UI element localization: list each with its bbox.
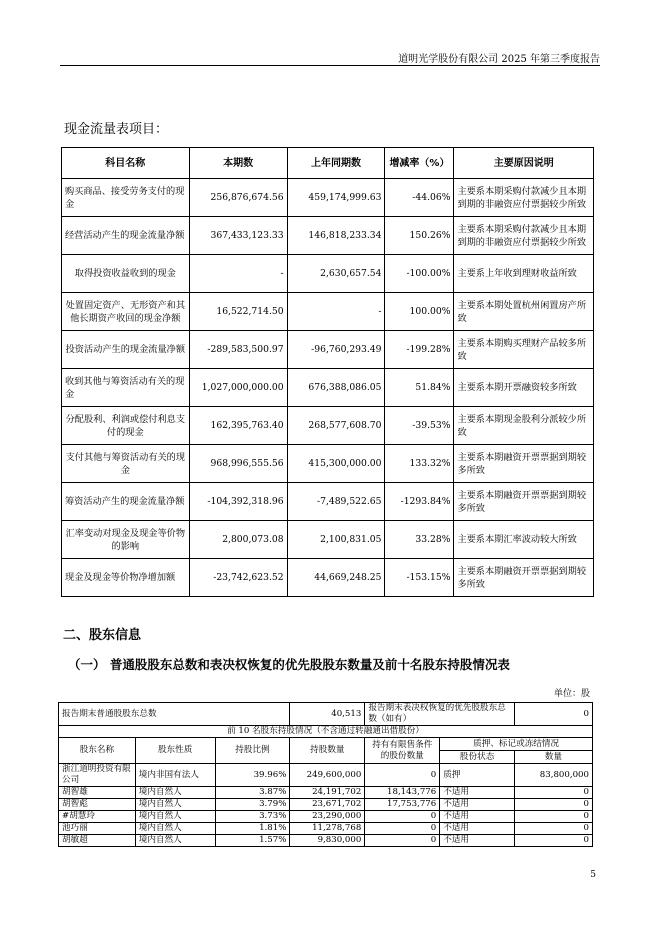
shareholder-quantity: 23,290,000 — [290, 811, 365, 823]
cash-flow-previous-value: 459,174,999.63 — [287, 179, 385, 217]
page-number: 5 — [590, 870, 596, 880]
shareholder-pledge-amount: 0 — [515, 799, 593, 811]
cash-flow-previous-value: 44,669,248.25 — [287, 559, 385, 597]
report-header-title: 道明光学股份有限公司 2025 年第三季度报告 — [398, 54, 600, 65]
cash-flow-previous-value: 2,630,657.54 — [287, 255, 385, 293]
shareholder-header-row-1 — [59, 738, 593, 751]
cash-flow-item-name: 投资活动产生的现金流量净额 — [62, 331, 190, 369]
cash-flow-change-rate: -44.06% — [385, 179, 454, 217]
cash-flow-current-value: -289,583,500.97 — [189, 331, 287, 369]
shareholder-pledge-amount: 0 — [515, 835, 593, 847]
shareholder-ratio: 1.57% — [215, 835, 290, 847]
cash-flow-change-rate: -100.00% — [385, 255, 454, 293]
cash-flow-previous-value: 415,300,000.00 — [287, 445, 385, 483]
cash-flow-row — [62, 179, 594, 217]
cash-flow-reason: 主要系上年收到理财收益所致 — [454, 255, 594, 293]
cash-flow-row — [62, 521, 594, 559]
shareholder-quantity: 9,830,000 — [290, 835, 365, 847]
col-share-status: 股份状态 — [440, 751, 515, 764]
cash-flow-previous-value: 146,818,233.34 — [287, 217, 385, 255]
shareholder-pledge-amount: 0 — [515, 823, 593, 835]
cash-flow-previous-value: -96,760,293.49 — [287, 331, 385, 369]
cash-flow-previous-value: - — [287, 293, 385, 331]
cash-flow-reason: 主要系本期融资开票票据到期较多所致 — [454, 483, 594, 521]
cash-flow-reason: 主要系本期购买理财产品较多所致 — [454, 331, 594, 369]
cash-flow-reason: 主要系本期处置杭州闲置房产所致 — [454, 293, 594, 331]
col-header-current: 本期数 — [189, 148, 287, 179]
cash-flow-change-rate: 100.00% — [385, 293, 454, 331]
shareholder-status: 不适用 — [440, 835, 515, 847]
shareholder-nature: 境内自然人 — [135, 787, 215, 799]
cash-flow-item-name: 现金及现金等价物净增加额 — [62, 559, 190, 597]
cash-flow-change-rate: 150.26% — [385, 217, 454, 255]
col-pledge-group: 质押、标记或冻结情况 — [440, 738, 593, 751]
cash-flow-change-rate: -39.53% — [385, 407, 454, 445]
col-header-reason: 主要原因说明 — [454, 148, 594, 179]
shareholder-name: 池巧丽 — [59, 823, 136, 835]
col-shareholder-name: 股东名称 — [59, 738, 136, 764]
cash-flow-row — [62, 559, 594, 597]
cash-flow-header-row — [62, 148, 594, 179]
cash-flow-change-rate: -1293.84% — [385, 483, 454, 521]
shareholder-pledge-amount: 0 — [515, 811, 593, 823]
preferred-shareholders-value: 0 — [515, 703, 593, 726]
cash-flow-reason: 主要系本期汇率波动较大所致 — [454, 521, 594, 559]
total-shareholders-value: 40,513 — [290, 703, 365, 726]
cash-flow-row — [62, 293, 594, 331]
shareholder-nature: 境内自然人 — [135, 811, 215, 823]
shareholder-restricted: 0 — [365, 835, 440, 847]
shareholder-pledge-amount: 83,800,000 — [515, 764, 593, 787]
header-divider — [60, 65, 600, 66]
col-header-item: 科目名称 — [62, 148, 190, 179]
cash-flow-change-rate: -153.15% — [385, 559, 454, 597]
cash-flow-reason: 主要系本期采购付款减少且本期到期的非融资应付票据较少所致 — [454, 179, 594, 217]
shareholder-name: 浙江道明投资有限公司 — [59, 764, 136, 787]
cash-flow-item-name: 购买商品、接受劳务支付的现金 — [62, 179, 190, 217]
col-shareholder-nature: 股东性质 — [135, 738, 215, 764]
shareholder-ratio: 3.87% — [215, 787, 290, 799]
total-shareholders-label: 报告期末普通股股东总数 — [59, 703, 290, 726]
col-pledge-amount: 数量 — [515, 751, 593, 764]
cash-flow-change-rate: 51.84% — [385, 369, 454, 407]
shareholder-row — [59, 799, 593, 811]
shareholder-section-title: 二、股东信息 — [63, 628, 142, 643]
shareholder-ratio: 1.81% — [215, 823, 290, 835]
shareholder-nature: 境内自然人 — [135, 823, 215, 835]
shareholder-status: 不适用 — [440, 811, 515, 823]
shareholder-row — [59, 787, 593, 799]
shareholder-restricted: 0 — [365, 823, 440, 835]
shareholder-name: 胡智雄 — [59, 787, 136, 799]
col-holding-ratio: 持股比例 — [215, 738, 290, 764]
shareholder-status: 不适用 — [440, 787, 515, 799]
shareholder-quantity: 11,278,768 — [290, 823, 365, 835]
cash-flow-current-value: 16,522,714.50 — [189, 293, 287, 331]
cash-flow-item-name: 经营活动产生的现金流量净额 — [62, 217, 190, 255]
cash-flow-reason: 主要系本期现金股利分派较少所致 — [454, 407, 594, 445]
cash-flow-item-name: 分配股利、利润或偿付利息支付的现金 — [62, 407, 190, 445]
shareholder-subsection-title: （一） 普通股股东总数和表决权恢复的优先股股东数量及前十名股东持股情况表 — [68, 657, 510, 672]
cash-flow-item-name: 汇率变动对现金及现金等价物的影响 — [62, 521, 190, 559]
shareholder-row — [59, 764, 593, 787]
cash-flow-previous-value: 2,100,831.05 — [287, 521, 385, 559]
shareholder-row — [59, 811, 593, 823]
top10-caption-row — [59, 726, 593, 738]
cash-flow-item-name: 支付其他与筹资活动有关的现金 — [62, 445, 190, 483]
cash-flow-row — [62, 369, 594, 407]
preferred-shareholders-label: 报告期末表决权恢复的优先股股东总数（如有） — [365, 703, 515, 726]
shareholder-pledge-amount: 0 — [515, 787, 593, 799]
shareholder-nature: 境内非国有法人 — [135, 764, 215, 787]
cash-flow-reason: 主要系本期采购付款减少且本期到期的非融资应付票据较少所致 — [454, 217, 594, 255]
cash-flow-current-value: 162,395,763.40 — [189, 407, 287, 445]
shareholder-quantity: 24,191,702 — [290, 787, 365, 799]
cash-flow-row — [62, 445, 594, 483]
cash-flow-previous-value: 268,577,608.70 — [287, 407, 385, 445]
cash-flow-row — [62, 217, 594, 255]
shareholder-status: 不适用 — [440, 823, 515, 835]
cash-flow-item-name: 取得投资收益收到的现金 — [62, 255, 190, 293]
shareholder-restricted: 0 — [365, 764, 440, 787]
shareholder-name: 胡智彪 — [59, 799, 136, 811]
cash-flow-row — [62, 255, 594, 293]
cash-flow-previous-value: -7,489,522.65 — [287, 483, 385, 521]
cash-flow-previous-value: 676,388,086.05 — [287, 369, 385, 407]
cash-flow-current-value: 367,433,123.33 — [189, 217, 287, 255]
shareholder-name: 胡敏超 — [59, 835, 136, 847]
cash-flow-item-name: 处置固定资产、无形资产和其他长期资产收回的现金净额 — [62, 293, 190, 331]
cash-flow-section-title: 现金流量表项目： — [64, 122, 169, 137]
cash-flow-change-rate: 133.32% — [385, 445, 454, 483]
shareholder-table — [58, 702, 593, 847]
col-holding-quantity: 持股数量 — [290, 738, 365, 764]
shareholder-status: 不适用 — [440, 799, 515, 811]
shareholder-restricted: 17,753,776 — [365, 799, 440, 811]
cash-flow-current-value: - — [189, 255, 287, 293]
cash-flow-reason: 主要系本期开票融资较多所致 — [454, 369, 594, 407]
cash-flow-row — [62, 407, 594, 445]
cash-flow-item-name: 筹资活动产生的现金流量净额 — [62, 483, 190, 521]
shareholder-ratio: 39.96% — [215, 764, 290, 787]
col-header-rate: 增减率（%） — [385, 148, 454, 179]
shareholder-ratio: 3.73% — [215, 811, 290, 823]
top10-caption: 前 10 名股东持股情况（不含通过转融通出借股份） — [59, 726, 593, 738]
shareholder-restricted: 0 — [365, 811, 440, 823]
shareholder-status: 质押 — [440, 764, 515, 787]
cash-flow-current-value: -23,742,623.52 — [189, 559, 287, 597]
cash-flow-row — [62, 331, 594, 369]
shareholder-ratio: 3.79% — [215, 799, 290, 811]
cash-flow-current-value: 2,800,073.08 — [189, 521, 287, 559]
cash-flow-change-rate: -199.28% — [385, 331, 454, 369]
cash-flow-item-name: 收到其他与筹资活动有关的现金 — [62, 369, 190, 407]
col-header-previous: 上年同期数 — [287, 148, 385, 179]
summary-row — [59, 703, 593, 726]
shareholder-row — [59, 835, 593, 847]
shareholder-nature: 境内自然人 — [135, 835, 215, 847]
cash-flow-current-value: 968,996,555.56 — [189, 445, 287, 483]
cash-flow-table — [61, 147, 594, 597]
unit-label: 单位：股 — [553, 689, 590, 699]
shareholder-nature: 境内自然人 — [135, 799, 215, 811]
cash-flow-current-value: -104,392,318.96 — [189, 483, 287, 521]
shareholder-restricted: 18,143,776 — [365, 787, 440, 799]
cash-flow-reason: 主要系本期融资开票票据到期较多所致 — [454, 445, 594, 483]
cash-flow-current-value: 1,027,000,000.00 — [189, 369, 287, 407]
cash-flow-change-rate: 33.28% — [385, 521, 454, 559]
cash-flow-row — [62, 483, 594, 521]
col-restricted-shares: 持有有限售条件的股份数量 — [365, 738, 440, 764]
shareholder-quantity: 23,671,702 — [290, 799, 365, 811]
cash-flow-reason: 主要系本期融资开票票据到期较多所致 — [454, 559, 594, 597]
cash-flow-current-value: 256,876,674.56 — [189, 179, 287, 217]
shareholder-name: #胡慧玲 — [59, 811, 136, 823]
shareholder-quantity: 249,600,000 — [290, 764, 365, 787]
shareholder-row — [59, 823, 593, 835]
